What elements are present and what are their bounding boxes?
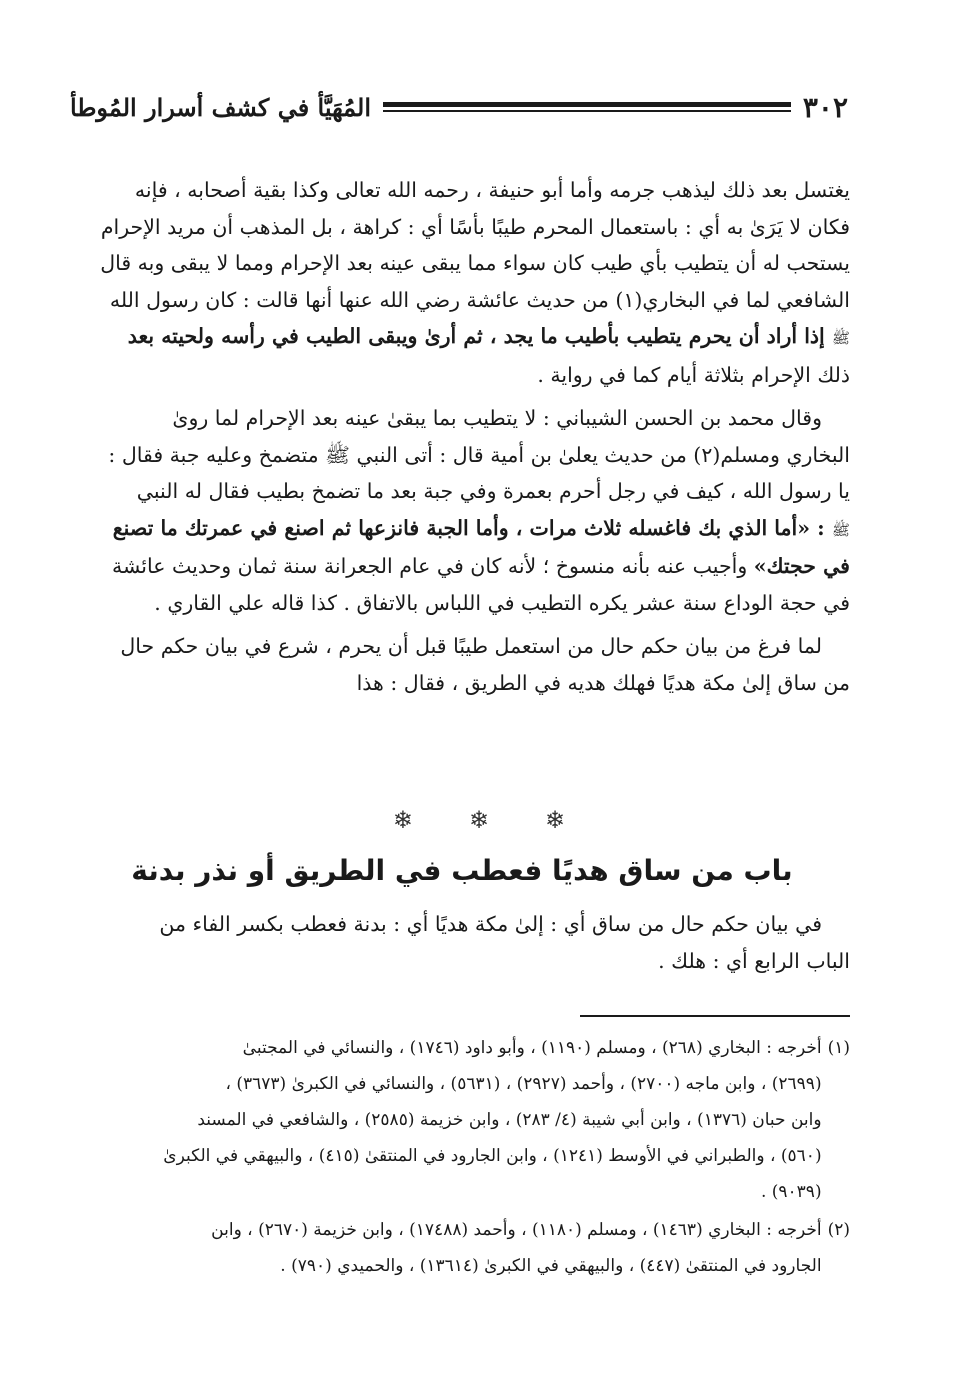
- p2-line5-hadith-end: في حجتك»: [753, 554, 850, 578]
- p1-line2: فكان لا يَرَىٰ به أي : باستعمال المحرم طيبًا بأسًا أي : كراهة ، بل المذهب أن مريد الإحرام: [100, 214, 850, 239]
- p2-line2: البخاري ومسلم(٢) من حديث يعلىٰ بن أمية قال : أتى النبي ﷺ متضمخ وعليه جبة فقال :: [108, 442, 850, 467]
- salutation-mark: ﷺ: [831, 329, 850, 347]
- p1-line5: إذا أراد أن يحرم يتطيب بأطيب ما يجد ، ثم أرىٰ ويبقى الطيب في رأسه ولحيته بعد: [127, 324, 832, 348]
- p1-line1: يغتسل بعد ذلك ليذهب جرمه وأما أبو حنيفة ، رحمه الله تعالى وكذا بقية أصحابه ، فإنه: [134, 178, 850, 202]
- footnote-number: (٢): [827, 1220, 850, 1240]
- footnote-line: (٥٦٠) ، والطبراني في الأوسط (١٢٤١) ، وابن الجارود في المنتقىٰ (٤١٥) ، والبيهقي في الكبرىٰ: [163, 1146, 822, 1166]
- footnote-rule: [580, 1015, 850, 1017]
- chapter-line1: في بيان حكم حال من ساق أي : إلىٰ مكة هديًا أي : بدنة فعطب بكسر الفاء من: [159, 912, 822, 936]
- footnote-line: أخرجه : البخاري (٢٦٨) ، ومسلم (١١٩٠) ، وأبو داود (١٧٤٦) ، والنسائي في المجتبىٰ: [242, 1038, 822, 1058]
- paragraph-3: [74, 628, 850, 701]
- chapter-paragraph: [74, 906, 850, 979]
- footnotes: [74, 1030, 850, 1286]
- header-rule: [383, 102, 791, 112]
- chapter-line2: الباب الرابع أي : هلك .: [658, 948, 850, 973]
- star-ornament: ❄: [392, 806, 413, 834]
- p2-line1: وقال محمد بن الحسن الشيباني : لا يتطيب بما يبقىٰ عينه بعد الإحرام لما روىٰ: [172, 406, 822, 430]
- p2-line5: وأجيب عنه بأنه منسوخ ؛ لأنه كان في عام الجعرانة سنة ثمان وحديث عائشة: [112, 554, 754, 578]
- star-ornament: ❄: [545, 806, 566, 834]
- paragraph-1: [74, 172, 850, 393]
- footnote-line: الجارود في المنتقىٰ (٤٤٧) ، والبيهقي في الكبرىٰ (١٣٦١٤) ، والحميدي (٧٩٠) .: [280, 1256, 822, 1276]
- running-header: [70, 82, 848, 132]
- footnote-1: [74, 1030, 850, 1210]
- chapter-text: [74, 906, 850, 979]
- p2-line6: في حجة الوداع سنة عشر يكره التطيب في اللباس بالاتفاق . كذا قاله علي القاري .: [154, 590, 850, 615]
- footnote-2: [74, 1212, 850, 1284]
- p2-line4-hadith: : «أما الذي بك فاغسله ثلاث مرات ، وأما الجبة فانزعها ثم اصنع في عمرتك ما تصنع: [112, 515, 832, 540]
- footnote-line: أخرجه : البخاري (١٤٦٣) ، ومسلم (١١٨٠) ، وأحمد (١٧٤٨٨) ، وابن خزيمة (٢٦٧٠) ، وابن: [211, 1220, 822, 1240]
- main-text: [74, 172, 850, 701]
- p1-line6: ذلك الإحرام بثلاثة أيام كما في رواية .: [537, 362, 850, 387]
- paragraph-2: [74, 400, 850, 621]
- book-title: المُهَيَّأ في كشف أسرار المُوطأ: [70, 92, 371, 122]
- p3-line1: لما فرغ من بيان حكم حال من استعمل طيبًا قبل أن يحرم ، شرع في بيان حكم حال: [120, 634, 822, 658]
- section-separator: [0, 806, 958, 834]
- footnote-line: وابن حبان (١٣٧٦) ، وابن أبي شيبة (٤/ ٢٨٣) ، وابن خزيمة (٢٥٨٥) ، والشافعي في المسند: [197, 1110, 822, 1130]
- page-number: ٣٠٢: [802, 90, 848, 124]
- chapter-title: باب من ساق هديًا فعطب في الطريق أو نذر بدنة: [131, 854, 793, 887]
- p1-line4: الشافعي لما في البخاري(١) من حديث عائشة رضي الله عنها أنها قالت : كان رسول الله: [109, 287, 850, 312]
- p1-line3: يستحب له أن يتطيب بأي طيب كان سواء مما يبقى عينه بعد الإحرام ومما لا يبقى وبه قال: [100, 251, 850, 275]
- p3-line2: من ساق إلىٰ مكة هديًا فهلك هديه في الطريق ، فقال : هذا: [356, 670, 850, 695]
- p2-line3: يا رسول الله ، كيف في رجل أحرم بعمرة وفي جبة بعد ما تضمخ بطيب فقال له النبي: [136, 479, 850, 503]
- salutation-mark: ﷺ: [831, 520, 850, 539]
- star-ornament: ❄: [468, 806, 490, 834]
- footnote-line: (٩٠٣٩) .: [760, 1182, 822, 1202]
- footnote-line: (٢٦٩٩) ، وابن ماجه (٢٧٠٠) ، وأحمد (٢٩٢٧) ، (٥٦٣١) ، والنسائي في الكبرىٰ (٣٦٧٣) ،: [225, 1074, 822, 1094]
- footnote-number: (١): [827, 1038, 850, 1058]
